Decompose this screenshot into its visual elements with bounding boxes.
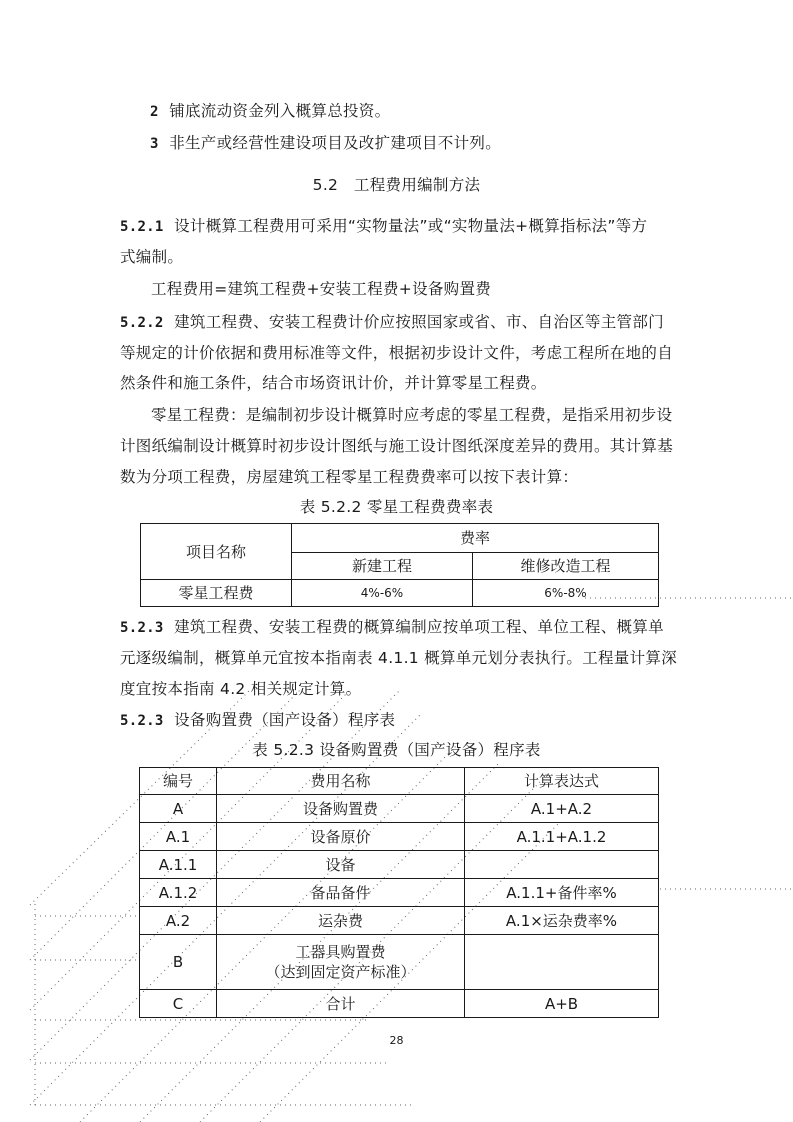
table-row [140,823,659,851]
table-row [140,879,659,907]
table-cell: 6%-8% [473,580,659,607]
cell-line: 工器具购置费 [295,943,386,961]
table-header-cell: 费用名称 [217,768,465,795]
table-cell: A.1+A.2 [465,795,659,823]
table-cell: A.1.1+备件率% [465,879,659,907]
clause-text: 设备购置费（国产设备）程序表 [174,711,396,729]
table-cell: A+B [465,990,659,1018]
clause-5-2-3-equipment [120,710,395,731]
table-cell: C [140,990,217,1018]
clause-text-line: 计图纸编制设计概算时初步设计图纸与施工设计图纸深度差异的费用。其计算基 [120,437,674,455]
table-cell: 设备购置费 [217,795,465,823]
clause-number: 5.2.3 [120,713,164,729]
list-item-3 [150,133,501,154]
list-item-number: 2 [150,104,159,120]
clause-text-line: 零星工程费：是编制初步设计概算时应考虑的零星工程费，是指采用初步设 [151,406,673,424]
table-cell: A.1.1 [140,851,217,879]
table-cell [465,935,659,990]
table-row [140,795,659,823]
clause-text-line: 元逐级编制，概算单元宜按本指南表 4.1.1 概算单元划分表执行。工程量计算深 [120,649,677,667]
table-cell: A.1 [140,823,217,851]
table-caption: 表 5.2.2 零星工程费费率表 [299,498,494,516]
table-cell: 4%-6% [292,580,473,607]
table-cell: A [140,795,217,823]
table-cell: 设备原价 [217,823,465,851]
table-header-cell: 维修改造工程 [473,553,659,580]
table-cell [217,935,465,990]
clause-text-line: 度宜按本指南 4.2 相关规定计算。 [120,680,362,698]
table-cell: 设备 [217,851,465,879]
section-title: 工程费用编制方法 [353,176,481,194]
clause-5-2-1 [120,216,647,237]
table-cell: A.2 [140,907,217,935]
table-cell: 备品备件 [217,879,465,907]
section-number: 5.2 [312,176,339,194]
section-heading [0,175,793,195]
formula-text: 工程费用=建筑工程费+安装工程费+设备购置费 [151,280,492,298]
table-row [140,851,659,879]
table-header-cell: 计算表达式 [465,768,659,795]
table-row [140,935,659,990]
table-cell: A.1.2 [140,879,217,907]
table-cell: 运杂费 [217,907,465,935]
clause-number: 5.2.2 [120,315,164,331]
clause-text-line: 等规定的计价依据和费用标准等文件，根据初步设计文件，考虑工程所在地的自 [120,344,674,362]
table-cell: 零星工程费 [141,580,292,607]
clause-text: 建筑工程费、安装工程费计价应按照国家或省、市、自治区等主管部门 [174,313,664,331]
list-item-text: 非生产或经营性建设项目及改扩建项目不计列。 [169,134,502,152]
clause-5-2-3 [120,617,664,638]
table-header-cell: 新建工程 [292,553,473,580]
table-caption: 表 5.2.3 设备购置费（国产设备）程序表 [252,741,541,759]
clause-number: 5.2.1 [120,219,164,235]
clause-number: 5.2.3 [120,620,164,636]
table-header-cell: 编号 [140,768,217,795]
clause-text-continued: 式编制。 [120,248,184,266]
clause-text: 建筑工程费、安装工程费的概算编制应按单项工程、单位工程、概算单 [174,618,664,636]
table-row [140,990,659,1018]
page-number: 28 [389,1034,404,1047]
list-item-number: 3 [150,136,159,152]
clause-text-line: 数为分项工程费，房屋建筑工程零星工程费费率可以按下表计算： [120,468,579,486]
list-item-text: 铺底流动资金列入概算总投资。 [169,102,391,120]
clause-5-2-2 [120,312,664,333]
table-cell [465,851,659,879]
clause-text: 设计概算工程费用可采用“实物量法”或“实物量法+概算指标法”等方 [174,217,648,235]
clause-text-line: 然条件和施工条件，结合市场资讯计价，并计算零星工程费。 [120,374,547,392]
list-item-2 [150,101,390,122]
table-header-cell: 费率 [292,524,659,553]
table-cell: 合计 [217,990,465,1018]
table-cell: A.1.1+A.1.2 [465,823,659,851]
table-row [140,907,659,935]
fee-rate-table [140,523,659,607]
equipment-purchase-table [139,767,659,1018]
cell-line: （达到固定资产标准） [265,963,416,981]
table-header-cell: 项目名称 [141,524,292,580]
table-cell: B [140,935,217,990]
table-cell: A.1×运杂费率% [465,907,659,935]
